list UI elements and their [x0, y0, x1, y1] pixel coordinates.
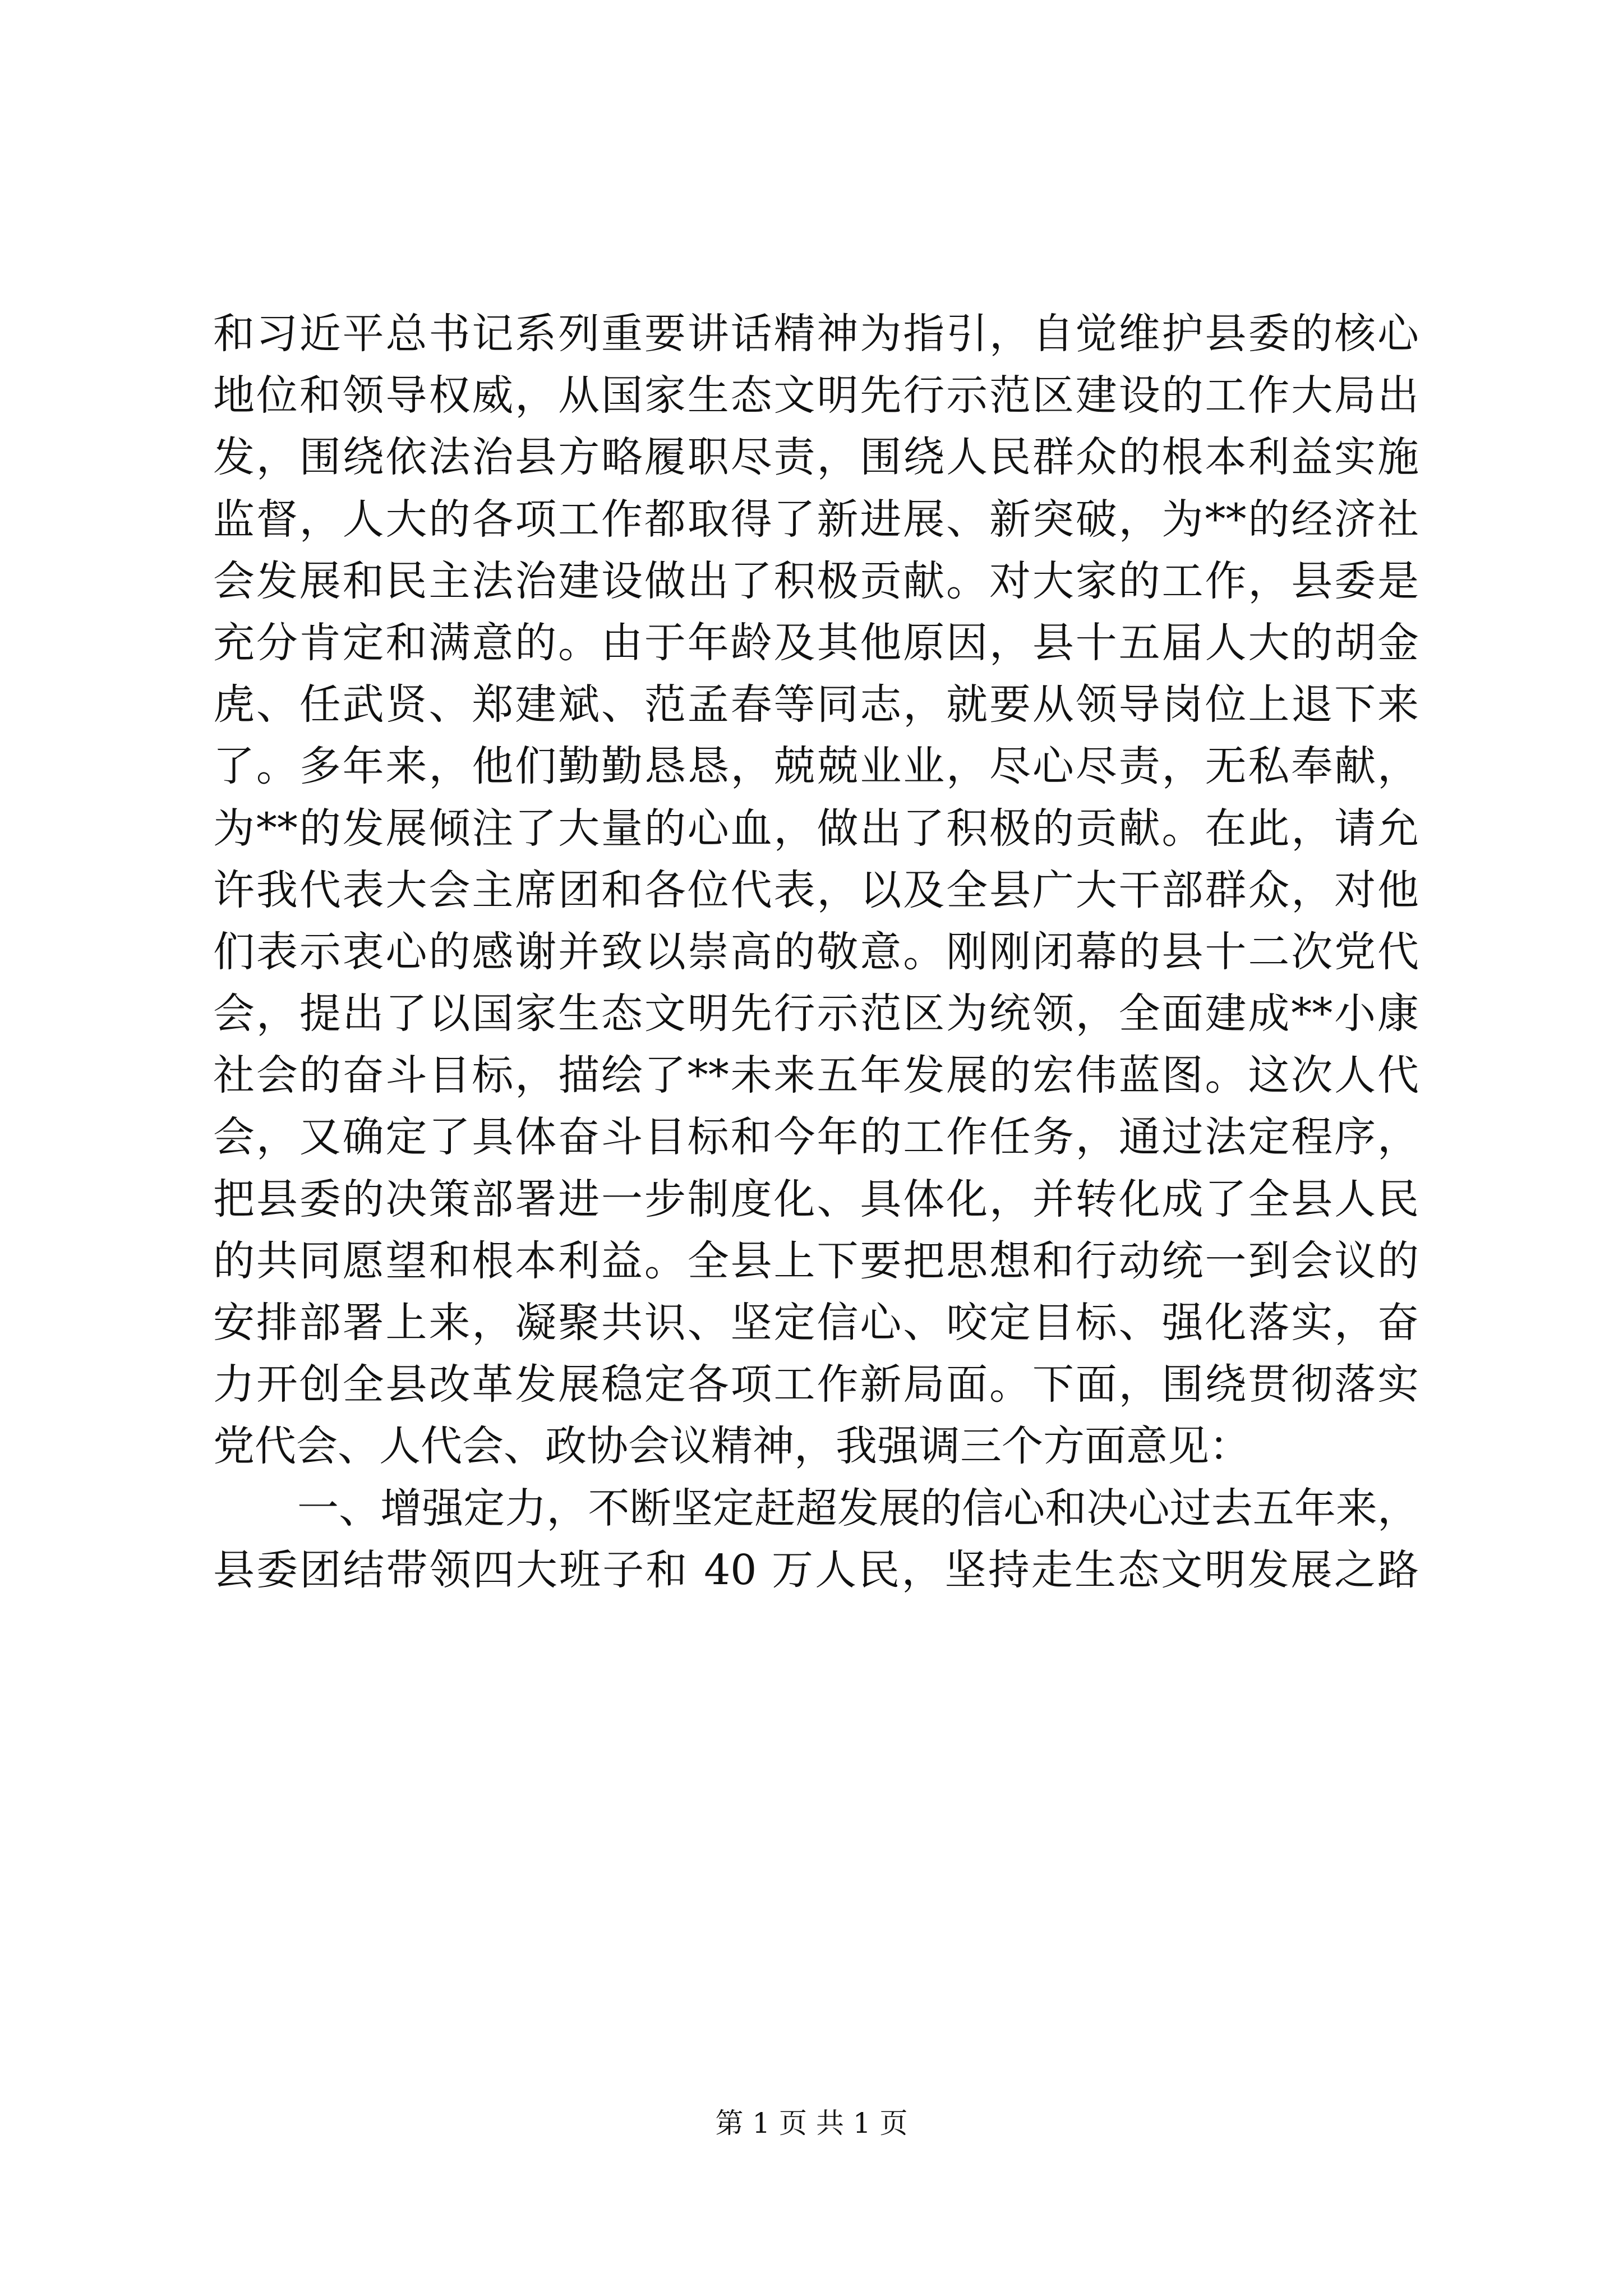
- text-line: 为**的发展倾注了大量的心血，做出了积极的贡献。在此，请允: [213, 804, 1419, 853]
- text-line: 会，提出了以国家生态文明先行示范区为统领，全面建成**小康: [213, 990, 1419, 1038]
- text-line: 了。多年来，他们勤勤恳恳，兢兢业业，尽心尽责，无私奉献，: [213, 742, 1419, 791]
- text-line: 力开创全县改革发展稳定各项工作新局面。下面，围绕贯彻落实: [213, 1360, 1419, 1409]
- section-heading-line: 一、增强定力，不断坚定赶超发展的信心和决心过去五年来，: [297, 1484, 1419, 1533]
- text-line: 会，又确定了具体奋斗目标和今年的工作任务，通过法定程序，: [213, 1113, 1419, 1162]
- page-footer: 第 1 页 共 1 页: [715, 2107, 908, 2139]
- text-line: 社会的奋斗目标，描绘了**未来五年发展的宏伟蓝图。这次人代: [213, 1051, 1419, 1100]
- text-line: 会发展和民主法治建设做出了积极贡献。对大家的工作，县委是: [213, 556, 1419, 605]
- text-line: 许我代表大会主席团和各位代表，以及全县广大干部群众，对他: [213, 866, 1419, 914]
- text-line: 党代会、人代会、政协会议精神，我强调三个方面意见：: [213, 1422, 1251, 1471]
- text-line: 把县委的决策部署进一步制度化、具体化，并转化成了全县人民: [213, 1175, 1419, 1223]
- text-line: 充分肯定和满意的。由于年龄及其他原因，县十五届人大的胡金: [213, 618, 1419, 667]
- text-line: 虎、任武贤、郑建斌、范孟春等同志，就要从领导岗位上退下来: [213, 680, 1419, 729]
- text-line: 地位和领导权威，从国家生态文明先行示范区建设的工作大局出: [213, 371, 1419, 420]
- text-line: 的共同愿望和根本利益。全县上下要把思想和行动统一到会议的: [213, 1236, 1419, 1285]
- text-line: 安排部署上来，凝聚共识、坚定信心、咬定目标、强化落实，奋: [213, 1299, 1419, 1347]
- text-line: 监督，人大的各项工作都取得了新进展、新突破，为**的经济社: [213, 495, 1419, 544]
- text-line: 们表示衷心的感谢并致以崇高的敬意。刚刚闭幕的县十二次党代: [213, 927, 1419, 976]
- text-line: 发，围绕依法治县方略履职尽责，围绕人民群众的根本利益实施: [213, 433, 1419, 482]
- body-text: [213, 303, 1419, 1601]
- text-line: 县委团结带领四大班子和 40 万人民，坚持走生态文明发展之路: [213, 1545, 1419, 1594]
- text-line: 和习近平总书记系列重要讲话精神为指引，自觉维护县委的核心: [213, 310, 1419, 358]
